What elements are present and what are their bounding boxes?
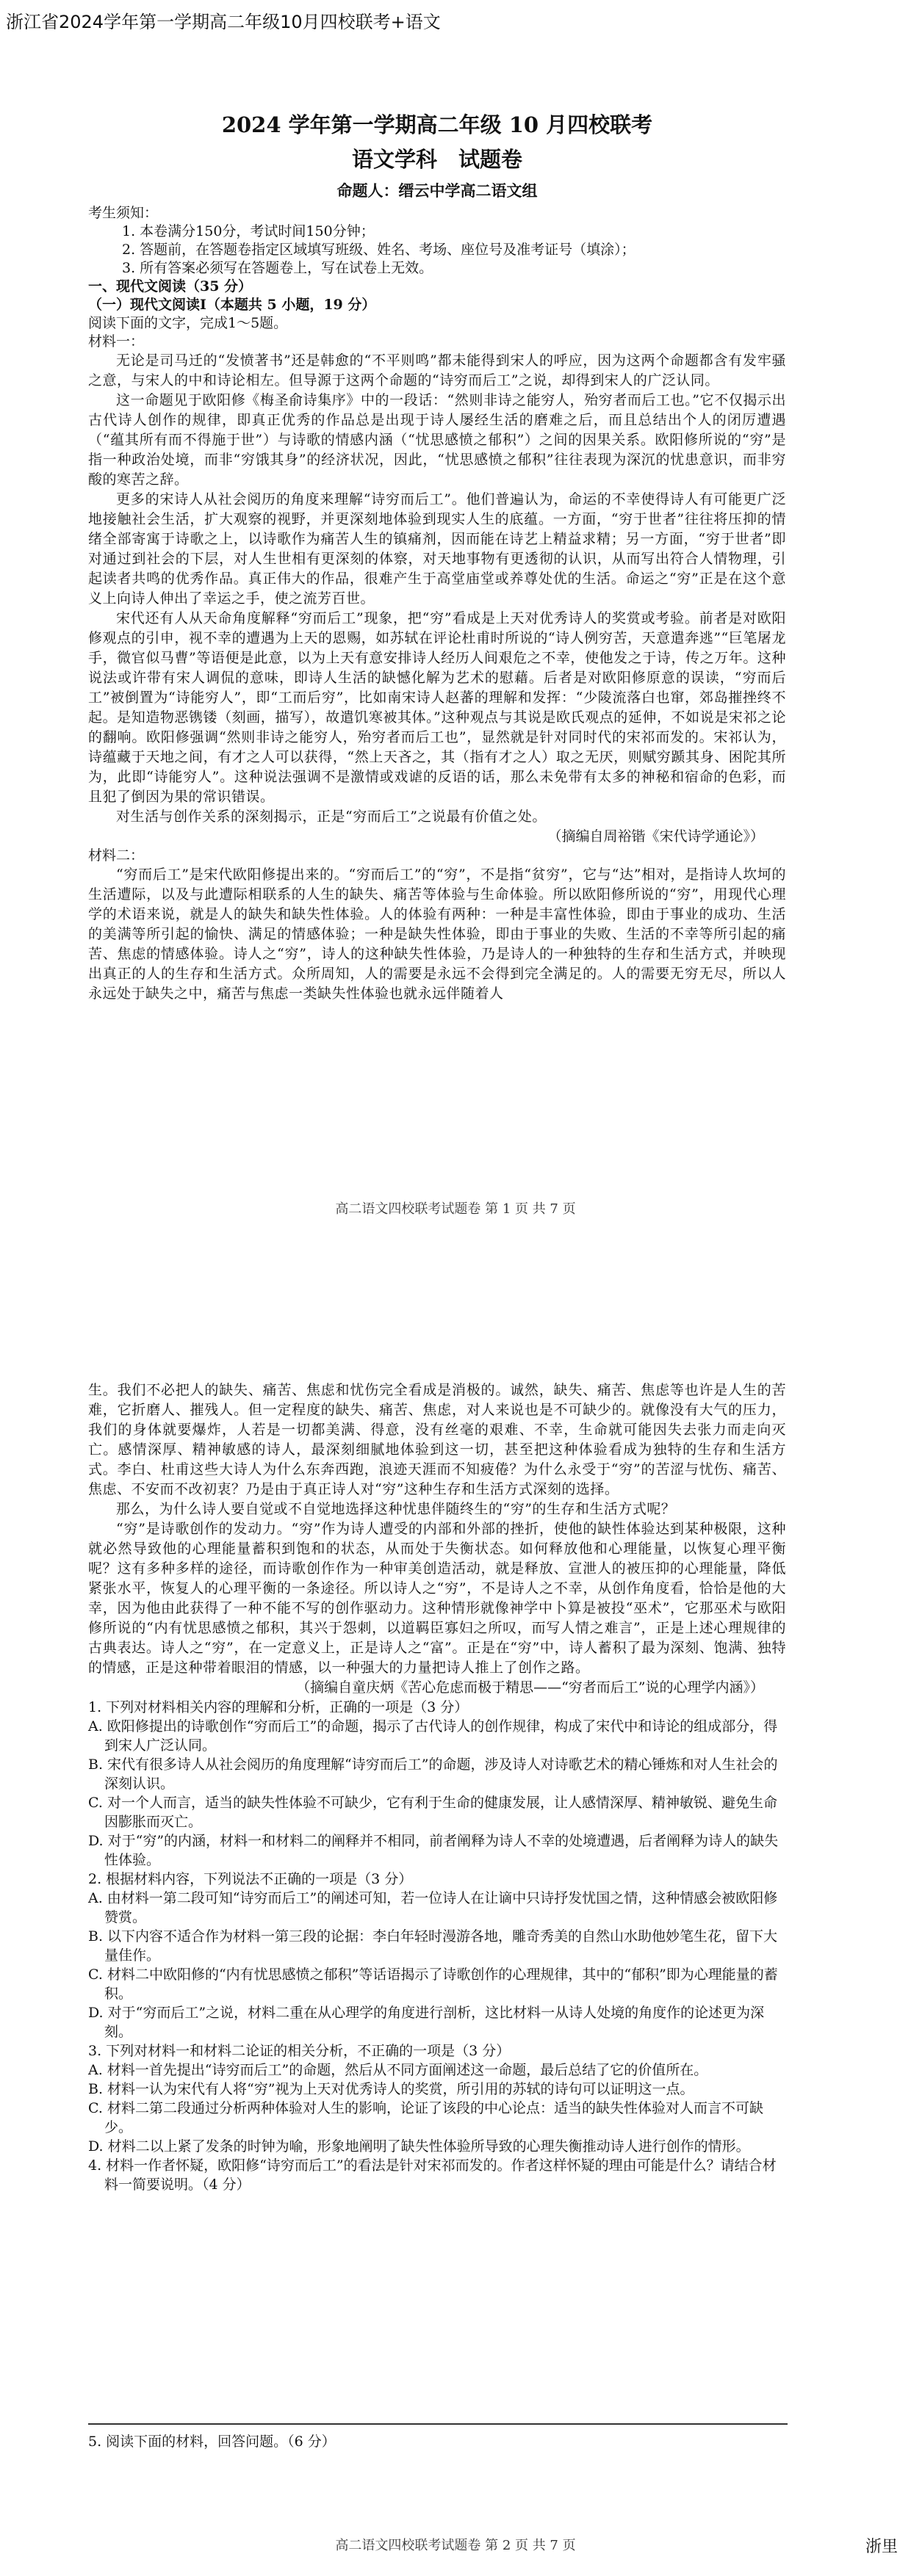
page-footer: 高二语文四校联考试题卷 第 2 页 共 7 页 [335,2538,576,2553]
document-header [0,0,911,37]
document-title: 浙江省2024学年第一学期高二年级10月四校联考+语文 [6,12,441,32]
page-footer: 高二语文四校联考试题卷 第 1 页 共 7 页 [335,1201,576,1217]
exam-page-2 [88,1381,786,2194]
question-option: D. 对于“穷”的内涵，材料一和材料二的阐释并不相同，前者阐释为诗人不幸的处境遭遇，后者阐释为诗人的缺失性体验。 [88,1833,779,1868]
section-heading: 一、现代文阅读（35 分） [88,278,253,294]
exam-title: 2024 学年第一学期高二年级 10 月四校联考 [221,112,653,137]
question-3-stem: 3. 下列对材料一和材料二论证的相关分析，不正确的一项是（3 分） [88,2043,511,2059]
exam-subtitle: 语文学科 试题卷 [351,147,522,172]
material-2-paragraph: “穷”是诗歌创作的发动力。“穷”作为诗人遭受的内部和外部的挫折，使他的缺性体验达到某种极限，这种就必然导致他的心理能量蓄积到饱和的状态，从而处于失衡状态。如何释放他和心理能量，以恢复心理平衡呢？这有多种多样的途径，而诗歌创作作为一种审美创造活动，就是释放、宣泄人的被压抑的心理能量，降低紧张水平，恢复人的心理平衡的一条途径。所以诗人之“穷”，不是诗人之不幸，从创作角度看，恰恰是他的大幸，因为他由此获得了一种不能不写的创作驱动力。这种情形就像神学中卜算是被投“巫术”，它那巫术与欧阳修所说的“内有忧思感愤之郁积，其兴于怨刺，以道羁臣寡妇之所叹，而写人情之难言”，正是上述心理规律的古典表达。诗人之“穷”，在一定意义上，正是诗人之“富”。正是在“穷”中，诗人蓄积了最为深刻、饱满、独特的情感，正是这种带着眼泪的情感，以一种强大的力量把诗人推上了创作之路。 [88,1521,786,1676]
material-1-paragraph: 对生活与创作关系的深刻揭示，正是“穷而后工”之说最有价值之处。 [116,808,547,825]
question-5-stem: 5. 阅读下面的材料，回答问题。（6 分） [88,2434,336,2450]
exam-author: 命题人：缙云中学高二语文组 [336,181,538,200]
question-option: C. 材料二第二段通过分析两种体验对人生的影响，论证了该段的中心论点：适当的缺失性体验对人而言不可缺少。 [88,2100,763,2135]
notice-item: 3. 所有答案必须写在答题卷上，写在试卷上无效。 [122,260,433,276]
material-1-label: 材料一： [88,333,145,350]
question-2-stem: 2. 根据材料内容，下列说法不正确的一项是（3 分） [88,1871,413,1887]
material-2-paragraph: 生。我们不必把人的缺失、痛苦、焦虑和忧伤完全看成是消极的。诚然，缺失、痛苦、焦虑等也许是人生的苦难，它折磨人、摧残人。但一定程度的缺失、痛苦、焦虑，对人来说也是不可缺少的。就像没有大气的压力，我们的身体就要爆炸，人若是一切都美满、得意，没有丝毫的艰难、不幸，生命就可能因失去张力而走向灭亡。感情深厚、精神敏感的诗人，最深刻细腻地体验到这一切，甚至把这种体验看成为独特的生存和生活方式。李白、杜甫这些大诗人为什么东奔西跑，浪迹天涯而不知疲倦？为什么永受于“穷”的苦涩与忧伤、痛苦、焦虑、不安而不改初衷？乃是由于真正诗人对“穷”这种生存和生活方式深刻的选择。 [88,1382,786,1497]
question-option: B. 宋代有很多诗人从社会阅历的角度理解“诗穷而后工”的命题，涉及诗人对诗歌艺术的精心锤炼和对人生社会的深刻认识。 [88,1756,778,1792]
divider [88,2423,788,2425]
material-2-label: 材料二： [88,847,145,864]
subsection-heading: （一）现代文阅读Ⅰ（本题共 5 小题，19 分） [88,297,376,313]
question-option: A. 欧阳修提出的诗歌创作“穷而后工”的命题，揭示了古代诗人的创作规律，构成了宋代中和诗论的组成部分，得到宋人广泛认同。 [88,1718,778,1754]
notice-item: 2. 答题前，在答题卷指定区域填写班级、姓名、考场、座位号及准考证号（填涂）； [122,242,635,258]
question-option: B. 材料一认为宋代有人将“穷”视为上天对优秀诗人的奖赏，所引用的苏轼的诗句可以证明这一点。 [88,2081,694,2097]
notice-heading: 考生须知： [88,205,159,221]
material-1-paragraph: 宋代还有人从天命角度解释“穷而后工”现象，把“穷”看成是上天对优秀诗人的奖赏或考验。前者是对欧阳修观点的引申，视不幸的遭遇为上天的恩赐，如苏轼在评论杜甫时所说的“诗人例穷苦，天意遣奔逃”“巨笔屠龙手，微官似马曹”等语便是此意，以为上天有意安排诗人经历人间艰危之不幸，使他发之于诗，传之万年。这种说法或许带有宋人调侃的意味，即诗人生活的缺憾化解为艺术的慰藉。后者是对欧阳修原意的误读，“穷而后工”被倒置为“诗能穷人”，即“工而后穷”，比如南宋诗人赵蕃的理解和发挥：“少陵流落白也窜，郊岛摧挫终不起。是知造物恶镌镂（刻画，描写），故遣饥寒被其体。”这种观点与其说是欧氏观点的延伸，不如说是宋祁之论的翻响。欧阳修强调“然则非诗之能穷人，殆穷者而后工也”，显然就是针对同时代的宋祁而发的。宋祁认为，诗蕴藏于天地之间，有才之人可以获得，“然上天吝之，其（指有才之人）取之无厌，则赋穷踬其身、困陀其所为，此即“诗能穷人”。这种说法强调不是激情或戏谑的反语的话，那么未免带有太多的神秘和宿命的色彩，而且犯了倒因为果的常识错误。 [88,610,786,805]
question-option: A. 由材料一第二段可知“诗穷而后工”的阐述可知，若一位诗人在让谪中只诗抒发忧国之情，这种情感会被欧阳修赞赏。 [88,1890,778,1925]
question-option: B. 以下内容不适合作为材料一第三段的论据：李白年轻时漫游各地，雕奇秀美的自然山水助他妙笔生花，留下大量佳作。 [88,1928,778,1964]
question-option: C. 材料二中欧阳修的“内有忧思感愤之郁积”等话语揭示了诗歌创作的心理规律，其中的“郁积”即为心理能量的蓄积。 [88,1967,778,2002]
question-option: D. 材料二以上紧了发条的时钟为喻，形象地阐明了缺失性体验所导致的心理失衡推动诗人进行创作的情形。 [88,2138,750,2154]
question-1-stem: 1. 下列对材料相关内容的理解和分析，正确的一项是（3 分） [88,1699,469,1715]
corner-label: 浙里 [865,2538,898,2556]
question-option: A. 材料一首先提出“诗穷而后工”的命题，然后从不同方面阐述这一命题，最后总结了它的价值所在。 [88,2062,708,2078]
question-option: C. 对一个人而言，适当的缺失性体验不可缺少，它有利于生命的健康发展，让人感情深厚、精神敏锐、避免生命因膨胀而灭亡。 [88,1795,777,1830]
material-1-source: （摘编自周裕锴《宋代诗学通论》） [547,828,764,844]
material-2-paragraph: “穷而后工”是宋代欧阳修提出来的。“穷而后工”的“穷”，不是指“贫穷”，它与“达”相对，是指诗人坎坷的生活遭际，以及与此遭际相联系的人生的缺失、痛苦等体验与生命体验。所以欧阳修所说的“穷”，用现代心理学的术语来说，就是人的缺失和缺失性体验。人的体验有两种：一种是丰富性体验，即由于事业的成功、生活的美满等所引起的愉快、满足的情感体验；一种是缺失性体验，即由于事业的失败、生活的不幸等所引起的痛苦、焦虑的情感体验。诗人之“穷”，诗人的这种缺失性体验，乃是诗人的一种独特的生存和生活方式，并映现出真正的人的生存和生活方式。众所周知，人的需要是永远不会得到完全满足的。人的需要无穷无尽，所以人永远处于缺失之中，痛苦与焦虑一类缺失性体验也就永远伴随着人 [88,866,786,1002]
material-2-source: （摘编自童庆炳《苦心危虑而极于精思——“穷者而后工”说的心理学内涵》） [296,1679,764,1696]
question-4-stem: 4. 材料一作者怀疑，欧阳修“诗穷而后工”的看法是针对宋祁而发的。作者这样怀疑的理由可能是什么？请结合材料一简要说明。（4 分） [88,2157,777,2193]
material-1-paragraph: 无论是司马迁的“发愤著书”还是韩愈的“不平则鸣”都未能得到宋人的呼应，因为这两个命题都含有发牢骚之意，与宋人的中和诗论相左。但导源于这两个命题的“诗穷而后工”之说，却得到宋人的广泛认同。 [88,352,786,388]
material-1-paragraph: 更多的宋诗人从社会阅历的角度来理解“诗穷而后工”。他们普遍认为，命运的不幸使得诗人有可能更广泛地接触社会生活，扩大观察的视野，并更深刻地体验到现实人生的底蕴。一方面，“穷于世者”往往将压抑的情绪全部寄寓于诗歌之上，以诗歌作为痛苦人生的镇痛剂，因而能在诗艺上精益求精；另一方面，“穷于世者”即对通过到社会的下层，对人生世相有更深刻的体察，对天地事物有更透彻的认识，从而写出符合人情物理，引起读者共鸣的优秀作品。真正伟大的作品，很难产生于高堂庙堂或养尊处优的生活。命运之“穷”正是在这个意义上向诗人伸出了幸运之手，使之流芳百世。 [88,491,786,607]
material-2-paragraph: 那么，为什么诗人要自觉或不自觉地选择这种忧患伴随终生的“穷”的生存和生活方式呢？ [116,1501,676,1517]
material-1-paragraph: 这一命题见于欧阳修《梅圣俞诗集序》中的一段话：“然则非诗之能穷人，殆穷者而后工也。”它不仅揭示出古代诗人创作的规律，即真正优秀的作品总是出现于诗人屡经生活的磨难之后，而且总结出个人的闭厉遭遇（“蕴其所有而不得施于世”）与诗歌的情感内涵（“忧思感愤之郁积”）之间的因果关系。欧阳修所说的“穷”是指一种政治处境，而非“穷饿其身”的经济状况，因此，“忧思感愤之郁积”往往表现为深沉的忧患意识，而非穷酸的寒苦之辞。 [88,392,786,488]
reading-instruction: 阅读下面的文字，完成1～5题。 [88,315,288,331]
notice-item: 1. 本卷满分150分，考试时间150分钟； [122,223,375,239]
question-option: D. 对于“穷而后工”之说，材料二重在从心理学的角度进行剖析，这比材料一从诗人处境的角度作的论述更为深刻。 [88,2005,765,2040]
